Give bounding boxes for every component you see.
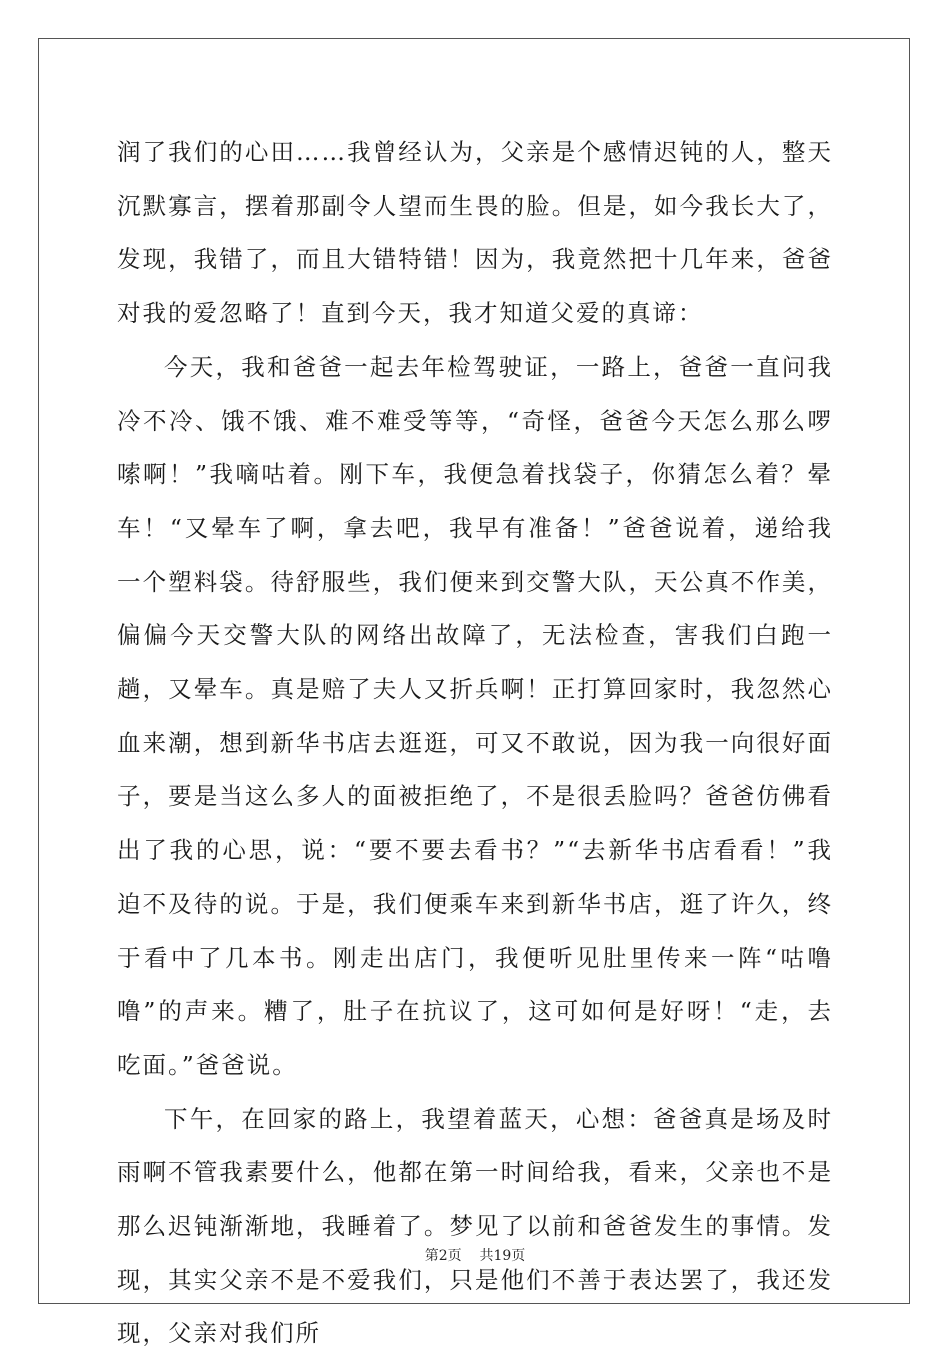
document-body xyxy=(117,126,833,1361)
paragraph-2: 今天，我和爸爸一起去年检驾驶证，一路上，爸爸一直问我冷不冷、饿不饿、难不难受等等，“奇怪，爸爸今天怎么那么啰嗦啊！”我嘀咕着。刚下车，我便急着找袋子，你猜怎么着？晕车！“又晕车了啊，拿去吧，我早有准备！”爸爸说着，递给我一个塑料袋。待舒服些，我们便来到交警大队，天公真不作美，偏偏今天交警大队的网络出故障了，无法检查，害我们白跑一趟，又晕车。真是赔了夫人又折兵啊！正打算回家时，我忽然心血来潮，想到新华书店去逛逛，可又不敢说，因为我一向很好面子，要是当这么多人的面被拒绝了，不是很丢脸吗？爸爸仿佛看出了我的心思，说：“要不要去看书？”“去新华书店看看！”我迫不及待的说。于是，我们便乘车来到新华书店，逛了许久，终于看中了几本书。刚走出店门，我便听见肚里传来一阵“咕噜噜”的声来。糟了，肚子在抗议了，这可如何是好呀！“走，去吃面。”爸爸说。 xyxy=(117,352,833,1079)
page-footer xyxy=(0,1245,950,1265)
paragraph-1: 润了我们的心田……我曾经认为，父亲是个感情迟钝的人，整天沉默寡言，摆着那副令人望而生畏的脸。但是，如今我长大了，发现，我错了，而且大错特错！因为，我竟然把十几年来，爸爸对我的爱忽略了！直到今天，我才知道父爱的真谛： xyxy=(117,138,833,328)
page-number: 第2页 xyxy=(424,1248,462,1264)
page-total: 共19页 xyxy=(479,1248,526,1264)
paragraph-3: 下午，在回家的路上，我望着蓝天，心想：爸爸真是场及时雨啊不管我素要什么，他都在第一时间给我，看来，父亲也不是那么迟钝渐渐地，我睡着了。梦见了以前和爸爸发生的事情。发现，其实父亲不是不爱我们，只是他们不善于表达罢了，我还发现，父亲对我们所 xyxy=(117,1104,833,1348)
